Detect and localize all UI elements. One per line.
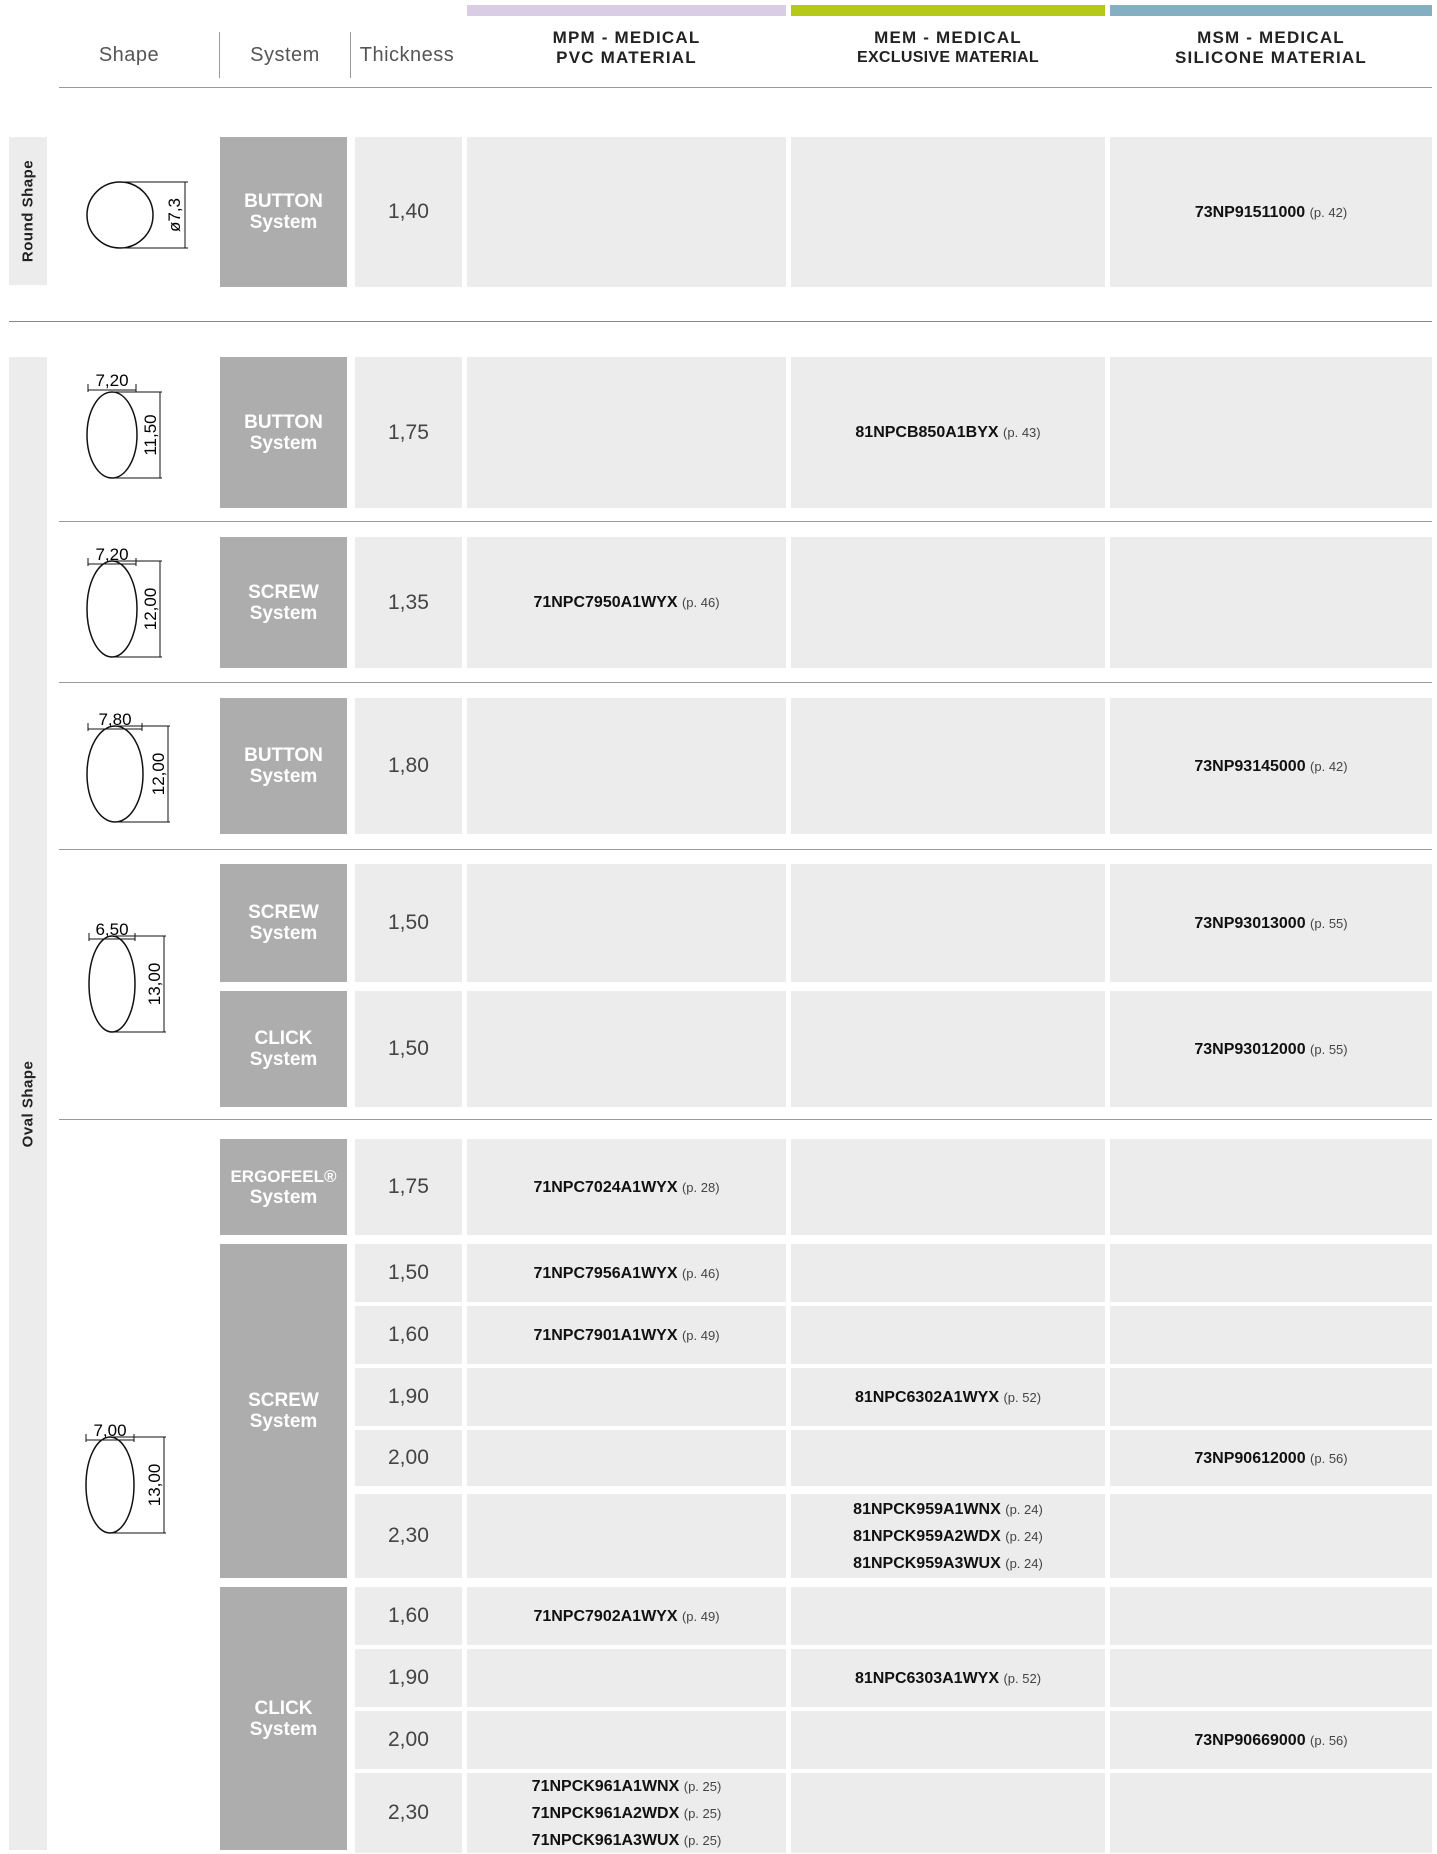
- system-name: SCREW: [248, 581, 319, 603]
- mem-header-line1: MEM - MEDICAL: [874, 28, 1022, 47]
- product-code: 71NPC7901A1WYX: [533, 1326, 678, 1344]
- system-name: CLICK: [254, 1697, 313, 1719]
- oval-width-4: 6,50: [95, 920, 129, 939]
- system-suffix: System: [249, 1411, 318, 1432]
- system-block: [220, 1244, 347, 1578]
- mem-cell: [791, 1587, 1105, 1645]
- mem-cell: [791, 1244, 1105, 1302]
- mem-column-header: [791, 28, 1105, 68]
- page-reference: (p. 56): [1310, 1450, 1348, 1466]
- group-divider: [59, 521, 1432, 522]
- oval-height-2: 12,00: [141, 587, 160, 631]
- oval-height-5: 13,00: [145, 1463, 164, 1507]
- product-code-entry: [532, 1827, 722, 1854]
- oval-shape-section-label: Oval Shape: [9, 357, 47, 1850]
- msm-color-bar: [1110, 5, 1432, 16]
- product-code: 73NP90612000: [1194, 1449, 1306, 1467]
- shape-column-header: Shape: [98, 43, 160, 66]
- product-code: 81NPCB850A1BYX: [855, 424, 999, 441]
- round-shape-diameter: ø7,3: [165, 197, 184, 233]
- system-suffix: System: [249, 1718, 318, 1740]
- system-block: [220, 864, 347, 982]
- mem-cell: [791, 698, 1105, 834]
- mpm-cell: [467, 537, 786, 668]
- mpm-cell: [467, 1711, 786, 1769]
- oval-width-1: 7,20: [95, 371, 129, 390]
- oval-height-4: 13,00: [145, 962, 164, 1006]
- product-code-entry: [533, 1603, 719, 1630]
- product-code-entry: [855, 1665, 1041, 1692]
- page-reference: (p. 49): [681, 1608, 720, 1624]
- mem-cell: [791, 1306, 1105, 1364]
- page-reference: (p. 25): [683, 1805, 722, 1821]
- page-reference: (p. 55): [1310, 1041, 1348, 1057]
- round-shape-section-label: Round Shape: [9, 137, 47, 285]
- thickness-cell: 2,30: [355, 1773, 462, 1853]
- msm-cell: [1110, 864, 1432, 982]
- mpm-cell: [467, 1139, 786, 1235]
- product-code-entry: [1194, 1036, 1347, 1063]
- product-code: 71NPCK961A3WUX: [531, 1831, 680, 1849]
- mpm-cell: [467, 1368, 786, 1426]
- product-code-entry: [533, 589, 719, 616]
- mem-cell: [791, 137, 1105, 287]
- page-reference: (p. 24): [1005, 1528, 1043, 1544]
- page-reference: (p. 25): [683, 1778, 722, 1794]
- thickness-cell: 2,00: [355, 1430, 462, 1486]
- page-reference: (p. 46): [681, 1265, 720, 1281]
- system-block: [220, 991, 347, 1107]
- page-reference: (p. 43): [1003, 425, 1041, 440]
- msm-cell: [1110, 1587, 1432, 1645]
- msm-cell: [1110, 1773, 1432, 1853]
- system-suffix: System: [249, 1187, 318, 1208]
- mem-color-bar: [791, 5, 1105, 16]
- product-code: 71NPCK961A1WNX: [531, 1777, 680, 1795]
- product-code: 81NPC6302A1WYX: [854, 1388, 1000, 1406]
- thickness-cell: 1,80: [355, 698, 462, 834]
- product-code-entry: [1195, 199, 1347, 226]
- msm-cell: [1110, 357, 1432, 508]
- mem-cell: [791, 864, 1105, 982]
- thickness-cell: 1,75: [355, 1139, 462, 1235]
- page-reference: (p. 52): [1003, 1389, 1042, 1405]
- section-divider: [9, 321, 1432, 322]
- product-code-entry: [533, 1174, 719, 1201]
- product-code: 73NP93013000: [1194, 914, 1306, 932]
- msm-cell: [1110, 698, 1432, 834]
- product-code-entry: [853, 1523, 1043, 1550]
- product-code: 71NPC7950A1WYX: [533, 594, 678, 611]
- mpm-header-line2: PVC MATERIAL: [556, 48, 697, 67]
- system-block: [220, 1587, 347, 1850]
- system-name: SCREW: [248, 1390, 319, 1411]
- mem-cell: [791, 1139, 1105, 1235]
- mpm-cell: [467, 1244, 786, 1302]
- product-code-entry: [532, 1800, 722, 1827]
- thickness-cell: 1,60: [355, 1587, 462, 1645]
- page-reference: (p. 42): [1310, 758, 1348, 774]
- system-name: ERGOFEEL®: [230, 1167, 337, 1186]
- header-rule: [59, 87, 1432, 88]
- system-name: BUTTON: [244, 745, 323, 766]
- msm-cell: [1110, 991, 1432, 1107]
- mpm-cell: [467, 1306, 786, 1364]
- thickness-cell: 2,30: [355, 1494, 462, 1578]
- product-code: 71NPC7902A1WYX: [533, 1607, 678, 1625]
- product-code: 71NPCK961A2WDX: [531, 1804, 680, 1822]
- mem-cell: [791, 1494, 1105, 1578]
- header-divider: [350, 32, 351, 78]
- mpm-cell: [467, 1430, 786, 1486]
- oval-height-1: 11,50: [141, 414, 160, 456]
- mpm-column-header: [467, 28, 786, 68]
- oval-shape-drawing-1: [80, 368, 180, 488]
- group-divider: [59, 849, 1432, 850]
- thickness-cell: 1,75: [355, 357, 462, 508]
- thickness-column-header: Thickness: [359, 43, 455, 66]
- mpm-cell: [467, 698, 786, 834]
- thickness-cell: 2,00: [355, 1711, 462, 1769]
- system-suffix: System: [249, 432, 318, 454]
- page-reference: (p. 56): [1310, 1732, 1348, 1748]
- system-suffix: System: [249, 602, 318, 624]
- round-shape-drawing: [80, 175, 200, 255]
- mpm-cell: [467, 1494, 786, 1578]
- product-code: 81NPCK959A3WUX: [853, 1554, 1001, 1572]
- system-block: [220, 698, 347, 834]
- system-block: [220, 357, 347, 508]
- msm-column-header: [1110, 28, 1432, 68]
- msm-cell: [1110, 1711, 1432, 1769]
- product-code: 71NPC7956A1WYX: [533, 1264, 678, 1282]
- product-code: 73NP93012000: [1194, 1040, 1306, 1058]
- system-suffix: System: [249, 923, 318, 944]
- thickness-cell: 1,90: [355, 1649, 462, 1707]
- thickness-cell: 1,40: [355, 137, 462, 287]
- thickness-cell: 1,50: [355, 1244, 462, 1302]
- product-code: 73NP91511000: [1194, 203, 1306, 221]
- page-reference: (p. 24): [1005, 1501, 1043, 1517]
- mpm-color-bar: [467, 5, 786, 16]
- product-code-entry: [533, 1322, 719, 1349]
- product-code-entry: [853, 1550, 1043, 1577]
- oval-width-5: 7,00: [93, 1421, 127, 1440]
- msm-cell: [1110, 1306, 1432, 1364]
- mem-header-line2: EXCLUSIVE MATERIAL: [856, 49, 1039, 66]
- mpm-cell: [467, 357, 786, 508]
- page-reference: (p. 55): [1310, 915, 1348, 931]
- msm-cell: [1110, 1139, 1432, 1235]
- page-reference: (p. 42): [1309, 204, 1348, 220]
- system-name: SCREW: [248, 902, 319, 923]
- product-code-entry: [855, 419, 1040, 446]
- msm-cell: [1110, 537, 1432, 668]
- system-suffix: System: [249, 766, 318, 787]
- product-code-entry: [533, 1260, 719, 1287]
- oval-shape-drawing-3: [80, 707, 180, 827]
- system-block: [220, 1139, 347, 1235]
- group-divider: [59, 1119, 1432, 1120]
- mpm-header-line1: MPM - MEDICAL: [552, 28, 701, 47]
- system-block: [220, 537, 347, 668]
- product-code-entry: [1194, 753, 1347, 780]
- thickness-cell: 1,50: [355, 991, 462, 1107]
- page-reference: (p. 52): [1003, 1670, 1042, 1686]
- mpm-cell: [467, 1649, 786, 1707]
- msm-cell: [1110, 1368, 1432, 1426]
- product-code: 81NPC6303A1WYX: [854, 1669, 1000, 1687]
- msm-cell: [1110, 1244, 1432, 1302]
- oval-width-3: 7,80: [98, 710, 132, 729]
- product-code: 71NPC7024A1WYX: [533, 1178, 678, 1196]
- mpm-cell: [467, 864, 786, 982]
- mem-cell: [791, 357, 1105, 508]
- thickness-cell: 1,90: [355, 1368, 462, 1426]
- mem-cell: [791, 1711, 1105, 1769]
- product-code: 73NP90669000: [1194, 1731, 1306, 1749]
- msm-cell: [1110, 1649, 1432, 1707]
- system-name: BUTTON: [244, 411, 323, 433]
- mem-cell: [791, 1368, 1105, 1426]
- thickness-cell: 1,60: [355, 1306, 462, 1364]
- mem-cell: [791, 1649, 1105, 1707]
- mpm-cell: [467, 991, 786, 1107]
- system-column-header: System: [250, 43, 320, 66]
- mem-cell: [791, 991, 1105, 1107]
- group-divider: [59, 682, 1432, 683]
- product-code: 73NP93145000: [1194, 757, 1306, 775]
- product-code-entry: [855, 1384, 1041, 1411]
- system-name: CLICK: [254, 1028, 313, 1049]
- page-reference: (p. 49): [681, 1327, 720, 1343]
- product-code: 81NPCK959A1WNX: [853, 1500, 1001, 1518]
- page-reference: (p. 24): [1005, 1555, 1043, 1571]
- thickness-cell: 1,50: [355, 864, 462, 982]
- msm-header-line2: SILICONE MATERIAL: [1175, 48, 1367, 67]
- product-code-entry: [532, 1773, 722, 1800]
- product-code-entry: [1194, 910, 1347, 937]
- oval-shape-drawing-5: [78, 1418, 178, 1538]
- msm-cell: [1110, 137, 1432, 287]
- mpm-cell: [467, 1587, 786, 1645]
- oval-width-2: 7,20: [95, 545, 129, 564]
- mem-cell: [791, 537, 1105, 668]
- msm-cell: [1110, 1494, 1432, 1578]
- oval-shape-drawing-2: [80, 542, 180, 662]
- oval-shape-drawing-4: [80, 917, 180, 1037]
- mpm-cell: [467, 1773, 786, 1853]
- mem-cell: [791, 1773, 1105, 1853]
- product-code-entry: [1194, 1727, 1347, 1754]
- thickness-cell: 1,35: [355, 537, 462, 668]
- system-name: BUTTON: [244, 191, 323, 212]
- system-suffix: System: [249, 1049, 318, 1070]
- system-suffix: System: [249, 212, 318, 233]
- product-code: 81NPCK959A2WDX: [853, 1527, 1001, 1545]
- system-block: [220, 137, 347, 287]
- msm-header-line1: MSM - MEDICAL: [1197, 28, 1345, 47]
- mpm-cell: [467, 137, 786, 287]
- product-code-entry: [1194, 1445, 1347, 1472]
- page-reference: (p. 46): [681, 595, 720, 610]
- page-reference: (p. 25): [683, 1832, 722, 1848]
- product-code-entry: [853, 1496, 1043, 1523]
- oval-height-3: 12,00: [149, 752, 168, 796]
- msm-cell: [1110, 1430, 1432, 1486]
- mem-cell: [791, 1430, 1105, 1486]
- page-reference: (p. 28): [681, 1179, 720, 1195]
